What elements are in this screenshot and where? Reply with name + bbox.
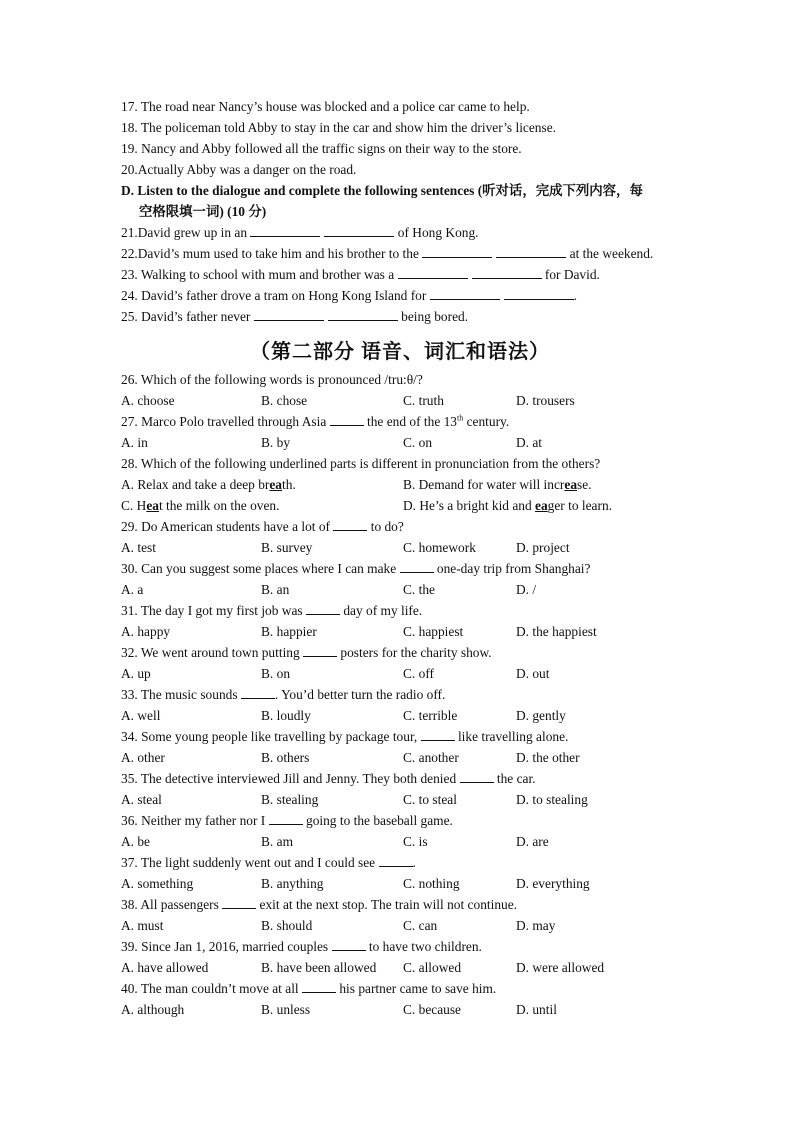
option-b[interactable]: B. have been allowed (261, 960, 377, 975)
question-options (121, 748, 721, 768)
answer-blank[interactable] (333, 517, 367, 531)
option-b[interactable]: B. Demand for water will increase. (403, 477, 592, 492)
question-options (121, 832, 721, 852)
question-options (121, 706, 721, 726)
question-stem: 40. The man couldn’t move at all his partner came to save him. (121, 981, 497, 996)
question-26-options (121, 391, 721, 411)
option-d[interactable]: D. project (516, 540, 570, 555)
question-stem: 33. The music sounds . You’d better turn the radio off. (121, 687, 446, 702)
answer-blank[interactable] (324, 223, 394, 237)
question-stem: 36. Neither my father nor I going to the baseball game. (121, 813, 453, 828)
option-b[interactable]: B. by (261, 435, 291, 450)
option-a[interactable]: A. in (121, 435, 148, 450)
option-c[interactable]: C. nothing (403, 876, 460, 891)
answer-blank[interactable] (302, 979, 336, 993)
question-stem: 29. Do American students have a lot of to do? (121, 519, 404, 534)
answer-blank[interactable] (250, 223, 320, 237)
answer-blank[interactable] (421, 727, 455, 741)
answer-blank[interactable] (328, 307, 398, 321)
option-d[interactable]: D. are (516, 834, 549, 849)
question-27-options (121, 433, 721, 453)
option-b[interactable]: B. am (261, 834, 293, 849)
answer-blank[interactable] (303, 643, 337, 657)
option-d[interactable]: D. He’s a bright kid and eager to learn. (403, 498, 612, 513)
question-options (121, 958, 721, 978)
option-d[interactable]: D. everything (516, 876, 590, 891)
question-27-stem: 27. Marco Polo travelled through Asia the end of the 13th century. (121, 413, 510, 429)
option-c[interactable]: C. terrible (403, 708, 458, 723)
option-c[interactable]: C. on (403, 435, 433, 450)
option-a[interactable]: A. have allowed (121, 960, 209, 975)
fill-question-24: 24. David’s father drove a tram on Hong Kong Island for . (121, 288, 578, 303)
question-stem: 37. The light suddenly went out and I could see . (121, 855, 416, 870)
question-options (121, 622, 721, 642)
option-b[interactable]: B. should (261, 918, 313, 933)
statement-19: 19. Nancy and Abby followed all the traffic signs on their way to the store. (121, 141, 522, 156)
option-c[interactable]: C. happiest (403, 624, 464, 639)
section-d-heading: D. Listen to the dialogue and complete the following sentences (听对话，完成下列内容，每 (121, 183, 643, 198)
option-d[interactable]: D. may (516, 918, 556, 933)
question-28-options-ab (121, 475, 721, 495)
option-c[interactable]: C. homework (403, 540, 476, 555)
option-a[interactable]: A. Relax and take a deep breath. (121, 477, 296, 492)
answer-blank[interactable] (254, 307, 324, 321)
option-d[interactable]: D. / (516, 582, 537, 597)
statement-17: 17. The road near Nancy’s house was blocked and a police car came to help. (121, 99, 530, 114)
option-d[interactable]: D. the other (516, 750, 580, 765)
question-options (121, 874, 721, 894)
question-options (121, 1000, 721, 1020)
option-d[interactable]: D. until (516, 1002, 557, 1017)
option-b[interactable]: B. chose (261, 393, 308, 408)
option-d[interactable]: D. trousers (516, 393, 575, 408)
fill-question-25: 25. David’s father never being bored. (121, 309, 469, 324)
option-a[interactable]: A. happy (121, 624, 171, 639)
fill-question-23: 23. Walking to school with mum and brother was a for David. (121, 267, 600, 282)
answer-blank[interactable] (379, 853, 413, 867)
option-c[interactable]: C. Heat the milk on the oven. (121, 498, 280, 513)
answer-blank[interactable] (400, 559, 434, 573)
option-a[interactable]: A. choose (121, 393, 175, 408)
question-options (121, 790, 721, 810)
question-options (121, 580, 721, 600)
question-options (121, 916, 721, 936)
option-b[interactable]: B. happier (261, 624, 317, 639)
option-c[interactable]: C. to steal (403, 792, 457, 807)
option-c[interactable]: C. off (403, 666, 434, 681)
answer-blank[interactable] (496, 244, 566, 258)
option-b[interactable]: B. others (261, 750, 310, 765)
option-a[interactable]: A. a (121, 582, 144, 597)
question-stem: 38. All passengers exit at the next stop. The train will not continue. (121, 897, 518, 912)
option-a[interactable]: A. be (121, 834, 151, 849)
option-a[interactable]: A. steal (121, 792, 162, 807)
question-stem: 30. Can you suggest some places where I can make one-day trip from Shanghai? (121, 561, 591, 576)
option-b[interactable]: B. on (261, 666, 291, 681)
question-options (121, 538, 721, 558)
option-c[interactable]: C. is (403, 834, 428, 849)
answer-blank[interactable] (422, 244, 492, 258)
part2-title: （第二部分 语音、词汇和语法） (250, 341, 550, 363)
option-b[interactable]: B. stealing (261, 792, 319, 807)
question-stem: 31. The day I got my first job was day of my life. (121, 603, 423, 618)
question-28-stem: 28. Which of the following underlined parts is different in pronunciation from the others? (121, 456, 601, 471)
option-c[interactable]: C. allowed (403, 960, 462, 975)
statement-18: 18. The policeman told Abby to stay in the car and show him the driver’s license. (121, 120, 556, 135)
answer-blank[interactable] (398, 265, 468, 279)
option-b[interactable]: B. loudly (261, 708, 311, 723)
option-a[interactable]: A. up (121, 666, 151, 681)
statement-20: 20.Actually Abby was a danger on the road. (121, 162, 357, 177)
option-d[interactable]: D. the happiest (516, 624, 597, 639)
answer-blank[interactable] (330, 412, 364, 426)
option-a[interactable]: A. other (121, 750, 165, 765)
option-c[interactable]: C. because (403, 1002, 462, 1017)
option-c[interactable]: C. the (403, 582, 435, 597)
answer-blank[interactable] (241, 685, 275, 699)
option-b[interactable]: B. anything (261, 876, 324, 891)
option-a[interactable]: A. although (121, 1002, 185, 1017)
option-d[interactable]: D. gently (516, 708, 566, 723)
section-d-heading-cont: 空格限填一词) (10 分) (139, 204, 267, 219)
option-a[interactable]: A. test (121, 540, 156, 555)
question-stem: 35. The detective interviewed Jill and Jenny. They both denied the car. (121, 771, 536, 786)
answer-blank[interactable] (460, 769, 494, 783)
answer-blank[interactable] (504, 286, 574, 300)
answer-blank[interactable] (472, 265, 542, 279)
question-options (121, 664, 721, 684)
option-a[interactable]: A. something (121, 876, 194, 891)
option-b[interactable]: B. an (261, 582, 290, 597)
question-stem: 32. We went around town putting posters for the charity show. (121, 645, 492, 660)
question-stem: 39. Since Jan 1, 2016, married couples to have two children. (121, 939, 482, 954)
option-d[interactable]: D. to stealing (516, 792, 588, 807)
option-d[interactable]: D. out (516, 666, 550, 681)
fill-question-22: 22.David’s mum used to take him and his brother to the at the weekend. (121, 246, 654, 261)
option-c[interactable]: C. can (403, 918, 438, 933)
fill-question-21: 21.David grew up in an of Hong Kong. (121, 225, 479, 240)
answer-blank[interactable] (306, 601, 340, 615)
question-stem: 34. Some young people like travelling by package tour, like travelling alone. (121, 729, 569, 744)
option-c[interactable]: C. truth (403, 393, 444, 408)
question-26-stem: 26. Which of the following words is pronounced /tru:θ/? (121, 372, 423, 387)
option-b[interactable]: B. unless (261, 1002, 311, 1017)
option-d[interactable]: D. at (516, 435, 543, 450)
answer-blank[interactable] (269, 811, 303, 825)
answer-blank[interactable] (332, 937, 366, 951)
answer-blank[interactable] (430, 286, 500, 300)
question-28-options-cd (121, 496, 721, 516)
option-b[interactable]: B. survey (261, 540, 313, 555)
option-c[interactable]: C. another (403, 750, 459, 765)
option-a[interactable]: A. must (121, 918, 164, 933)
option-d[interactable]: D. were allowed (516, 960, 605, 975)
answer-blank[interactable] (222, 895, 256, 909)
option-a[interactable]: A. well (121, 708, 161, 723)
